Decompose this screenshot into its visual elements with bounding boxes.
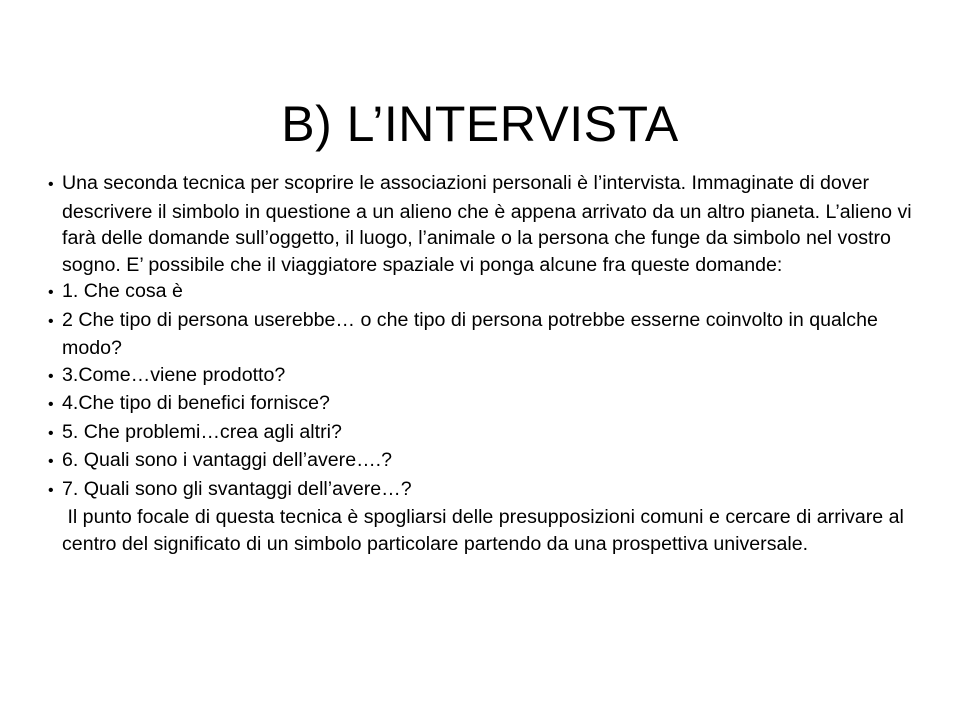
bullet-question-1: • 1. Che cosa è [48, 278, 914, 307]
bullet-question-5: • 5. Che problemi…crea agli altri? [48, 419, 914, 448]
slide-body [48, 170, 914, 557]
bullet-question-3: • 3.Come…viene prodotto? [48, 362, 914, 391]
bullet-question-2: • 2 Che tipo di persona userebbe… o che tipo di persona potrebbe esserne coinvolto in qualche modo? [48, 307, 914, 362]
bullet-intro: • Una seconda tecnica per scoprire le associazioni personali è l’intervista. Immaginate di dover descrivere il simbolo in questione a un alieno che è appena arrivato da un altro pianeta. L’alieno vi farà delle domande sull’oggetto, il luogo, l’animale o la persona che funge da simbolo nel vostro sogno. E’ possibile che il viaggiatore spaziale vi ponga alcune fra queste domande: [48, 170, 914, 278]
bullet-question-4: • 4.Che tipo di benefici fornisce? [48, 390, 914, 419]
slide-title: B) L’INTERVISTA [281, 95, 679, 152]
bullet-question-7: • 7. Quali sono gli svantaggi dell’avere…? [48, 476, 914, 505]
closing-paragraph: Il punto focale di questa tecnica è spogliarsi delle presupposizioni comuni e cercare di arrivare al centro del significato di un simbolo particolare partendo da una prospettiva universale. [62, 506, 904, 555]
bullet-question-6: • 6. Quali sono i vantaggi dell’avere….? [48, 447, 914, 476]
